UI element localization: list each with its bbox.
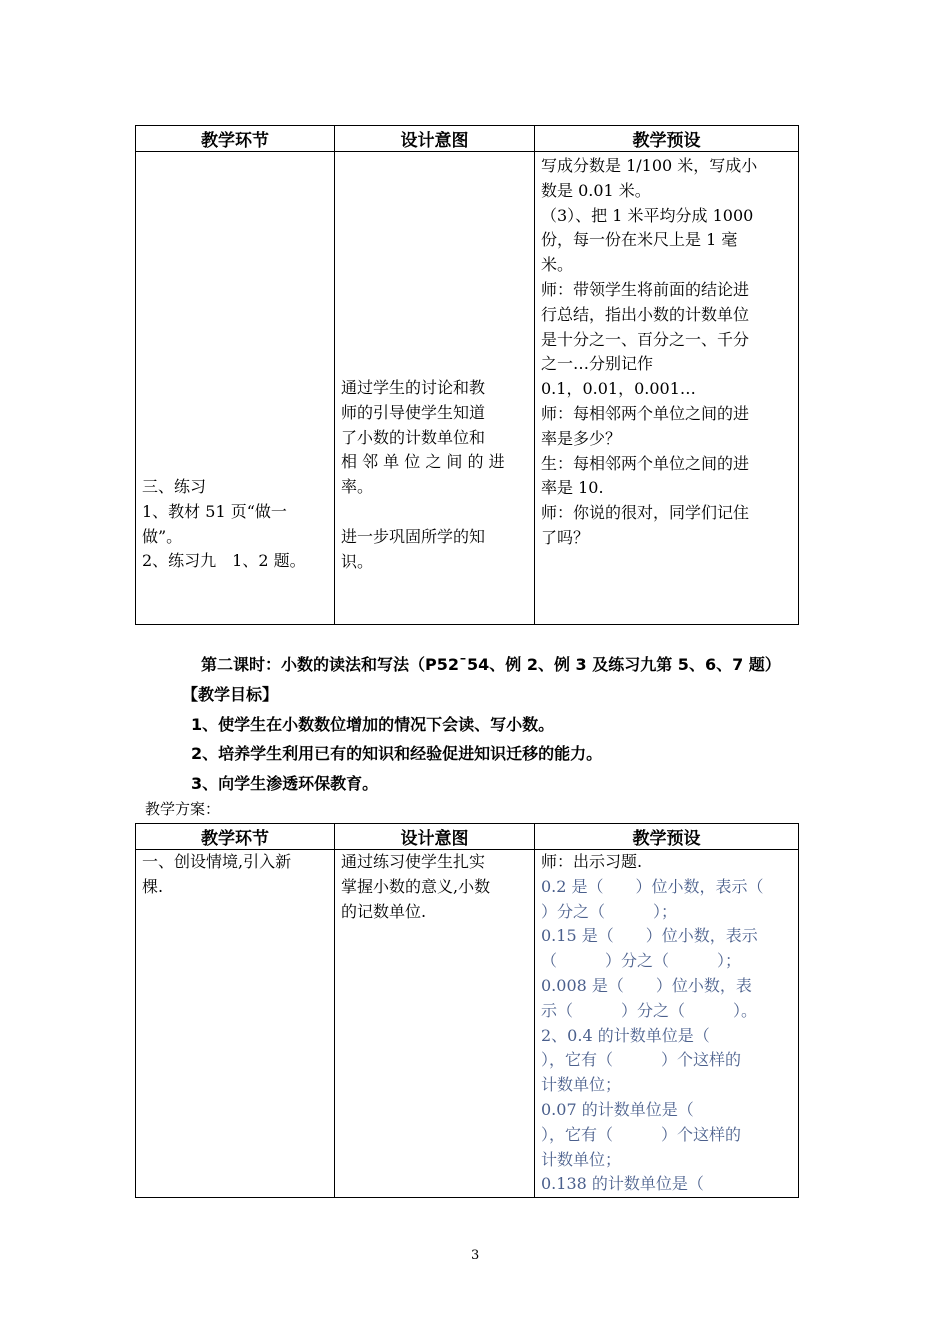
header-intent: 设计意图 <box>335 126 535 152</box>
table-header-row <box>136 126 799 152</box>
plan-cell <box>535 850 799 1198</box>
exercise-line: 0.2 是（ ）位小数，表示（ <box>541 876 764 896</box>
plan-label: 教学方案： <box>145 800 221 818</box>
lesson-title: 第二课时：小数的读法和写法（P52¯54、例 2、例 3 及练习九第 5、6、7 题） <box>201 655 781 674</box>
stage-line: 一、创设情境,引入新 <box>142 852 292 871</box>
exercise-line: ），它有（ ）个这样的 <box>541 1050 742 1070</box>
intent-line: 进一步巩固所学的知 <box>341 526 486 546</box>
plan-line: 师：带领学生将前面的结论进 <box>541 279 750 299</box>
intent-line: 了小数的计数单位和 <box>341 427 486 447</box>
stage-cell <box>136 850 335 1198</box>
table-row <box>136 152 799 625</box>
plan-line: （3）、把 1 米平均分成 1000 <box>541 205 754 225</box>
stage-line: 2、练习九 1、2 题。 <box>142 551 306 571</box>
goal-item: 2、培养学生利用已有的知识和经验促进知识迁移的能力。 <box>191 744 603 763</box>
plan-cell <box>535 152 799 625</box>
stage-cell <box>136 152 335 625</box>
intent-line: 通过学生的讨论和教 <box>341 378 486 397</box>
stage-line: 做”。 <box>142 526 183 546</box>
plan-line: 师：每相邻两个单位之间的进 <box>541 403 750 423</box>
header-stage: 教学环节 <box>136 126 335 152</box>
plan-line: 写成分数是 1/100 米，写成小 <box>541 156 758 175</box>
exercise-line: 0.15 是（ ）位小数，表示 <box>541 926 758 946</box>
table-header-row <box>136 824 799 850</box>
goals-label: 【教学目标】 <box>182 685 279 704</box>
plan-line: 0.1，0.01，0.001… <box>541 379 696 399</box>
plan-line: 米。 <box>541 255 574 275</box>
intent-line: 师的引导使学生知道 <box>341 402 486 422</box>
exercise-line: 2、0.4 的计数单位是（ <box>541 1025 710 1045</box>
goal-item: 3、向学生渗透环保教育。 <box>191 774 379 793</box>
plan-line: 之一…分别记作 <box>541 354 654 374</box>
exercise-line: 0.138 的计数单位是（ <box>541 1174 704 1194</box>
intent-line: 率。 <box>341 477 374 497</box>
exercise-line: ），它有（ ）个这样的 <box>541 1124 742 1144</box>
header-stage: 教学环节 <box>136 824 335 850</box>
exercise-line: 计数单位； <box>541 1075 622 1095</box>
plan-line: 行总结，指出小数的计数单位 <box>541 304 750 324</box>
stage-line: 三、练习 <box>142 477 207 496</box>
exercise-line: 计数单位； <box>541 1149 622 1169</box>
plan-line: 生：每相邻两个单位之间的进 <box>541 453 750 473</box>
exercise-line: 0.07 的计数单位是（ <box>541 1099 694 1119</box>
intent-line: 识。 <box>341 551 374 571</box>
intent-line: 掌握小数的意义,小数 <box>341 876 491 896</box>
plan-line: 数是 0.01 米。 <box>541 180 651 200</box>
plan-line: 率是 10. <box>541 478 604 498</box>
plan-line: 是十分之一、百分之一、千分 <box>541 329 750 349</box>
lesson-table-1 <box>135 125 799 625</box>
exercise-line: （ ）分之（ ）； <box>541 951 742 971</box>
header-plan: 教学预设 <box>535 824 799 850</box>
exercise-line: ）分之（ ）； <box>541 901 678 921</box>
stage-line: 棵. <box>142 876 164 896</box>
header-plan: 教学预设 <box>535 126 799 152</box>
page-number: 3 <box>471 1248 480 1263</box>
intent-cell <box>335 152 535 625</box>
exercise-line: 0.008 是（ ）位小数，表 <box>541 975 752 995</box>
intent-line: 的记数单位. <box>341 901 427 921</box>
plan-line: 率是多少？ <box>541 428 622 448</box>
intent-cell <box>335 850 535 1198</box>
table-row <box>136 850 799 1198</box>
lesson-table-2 <box>135 823 799 1198</box>
plan-line: 份，每一份在米尺上是 1 毫 <box>541 230 738 250</box>
intent-line: 通过练习使学生扎实 <box>341 852 486 871</box>
header-intent: 设计意图 <box>335 824 535 850</box>
intent-line: 相 邻 单 位 之 间 的 进 <box>341 452 505 472</box>
plan-line: 师：出示习题. <box>541 852 643 871</box>
goal-item: 1、使学生在小数数位增加的情况下会读、写小数。 <box>191 715 555 734</box>
exercise-line: 示（ ）分之（ ）。 <box>541 1000 758 1020</box>
plan-line: 了吗？ <box>541 527 590 547</box>
stage-line: 1、教材 51 页“做一 <box>142 501 287 521</box>
plan-line: 师：你说的很对，同学们记住 <box>541 503 750 523</box>
